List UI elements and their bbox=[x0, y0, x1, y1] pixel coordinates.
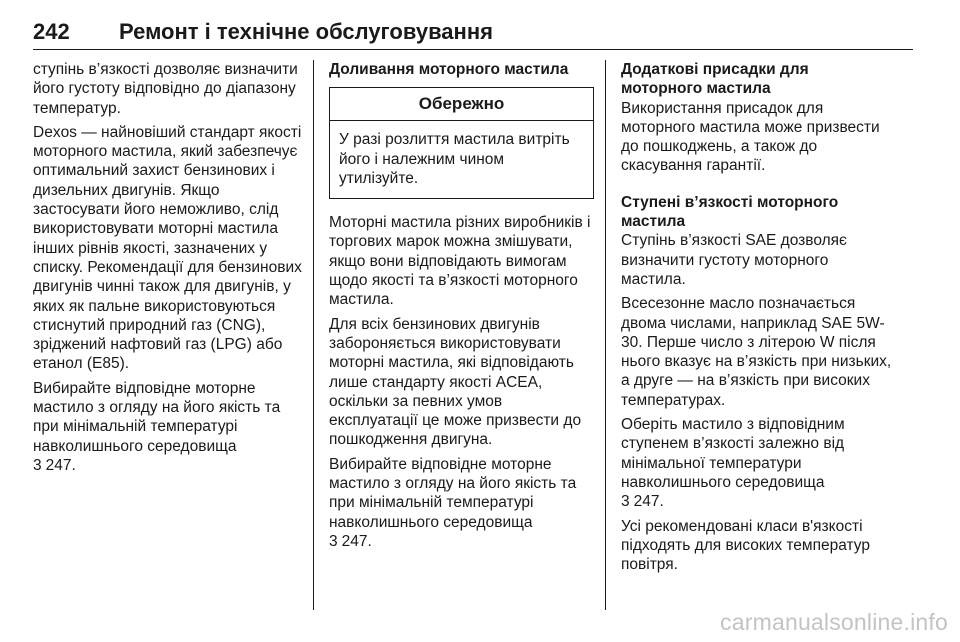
paragraph: Усі рекомендовані класи в'язкості підходять для високих температур повітря. bbox=[621, 517, 870, 574]
page-ref-arrow-icon: 3 bbox=[329, 532, 338, 550]
paragraph: Ступінь в’язкості SAE дозволяє визначити густоту моторного мастила. bbox=[621, 232, 847, 288]
caution-body: У разі розлиття мастила витріть його і належним чином утилізуйте. bbox=[339, 131, 570, 187]
column-1 bbox=[33, 60, 303, 480]
section-heading: Додаткові присадки для моторного мастила bbox=[621, 61, 809, 98]
page-reference-link[interactable]: 247. bbox=[341, 532, 372, 550]
paragraph-text: Оберіть мастило з відповідним ступенем в’язкості залежно від мінімальної температури навколишнього середовища bbox=[621, 416, 845, 491]
page-ref-arrow-icon: 3 bbox=[621, 493, 630, 511]
column-divider bbox=[313, 60, 314, 610]
header-rule bbox=[33, 49, 913, 50]
caution-box bbox=[329, 87, 594, 199]
paragraph: Dexos — найновіший стандарт якості моторного мастила, який забезпечує оптимальний захист бензинових і дизельних двигунів. Якщо застосувати його неможливо, слід використовувати моторні мастила інших рівнів якості, зазначених у списку. Рекомендації для бензинових двигунів чинні також для двигунів, у яких як пальне використовуються стиснутий природний газ (CNG), зріджений нафтовий газ (LPG) або етанол (E85). bbox=[33, 123, 302, 373]
column-3 bbox=[621, 60, 893, 579]
paragraph-text: Вибирайте відповідне моторне мастило з огляду на його якість та при мінімальній температурі навколишнього середовища bbox=[329, 455, 577, 531]
section-heading: Ступені в’язкості моторного мастила bbox=[621, 193, 839, 231]
paragraph: ступінь в’язкості дозволяє визначити його густоту відповідно до діапазону температур. bbox=[33, 61, 298, 117]
section-heading: Доливання моторного мастила bbox=[329, 61, 569, 78]
page-reference-link[interactable]: 247. bbox=[45, 456, 76, 474]
paragraph: Всесезонне масло позначається двома числами, наприклад SAE 5W-30. Перше число з літерою W після нього вказує на в’язкість при низьких, а друге — на в’язкість при високих температурах. bbox=[621, 295, 892, 409]
column-2 bbox=[329, 60, 594, 556]
page-title: Ремонт і технічне обслуговування bbox=[119, 19, 493, 44]
page-ref-arrow-icon: 3 bbox=[33, 456, 42, 474]
paragraph: Моторні мастила різних виробників і торгових марок можна змішувати, якщо вони відповідають вимогам щодо якості та в’язкості моторного мастила. bbox=[329, 214, 591, 309]
paragraph bbox=[33, 379, 303, 475]
page-header bbox=[33, 14, 913, 50]
paragraph-text: Вибирайте відповідне моторне мастило з огляду на його якість та при мінімальній температурі навколишнього середовища bbox=[33, 379, 281, 455]
paragraph: Використання присадок для моторного мастила може призвести до пошкоджень, а також до скасування гарантії. bbox=[621, 99, 880, 175]
caution-title: Обережно bbox=[330, 88, 593, 121]
column-divider bbox=[605, 60, 606, 610]
page-reference-link[interactable]: 247. bbox=[633, 493, 664, 511]
paragraph bbox=[329, 455, 594, 551]
watermark: carmanualsonline.info bbox=[720, 609, 948, 635]
paragraph bbox=[621, 415, 893, 511]
page-number: 242 bbox=[33, 19, 70, 44]
paragraph: Для всіх бензинових двигунів забороняється використовувати моторні мастила, які відповідають лише стандарту якості ACEA, оскільки за певних умов експлуатації це може призвести до пошкодження двигуна. bbox=[329, 315, 582, 449]
